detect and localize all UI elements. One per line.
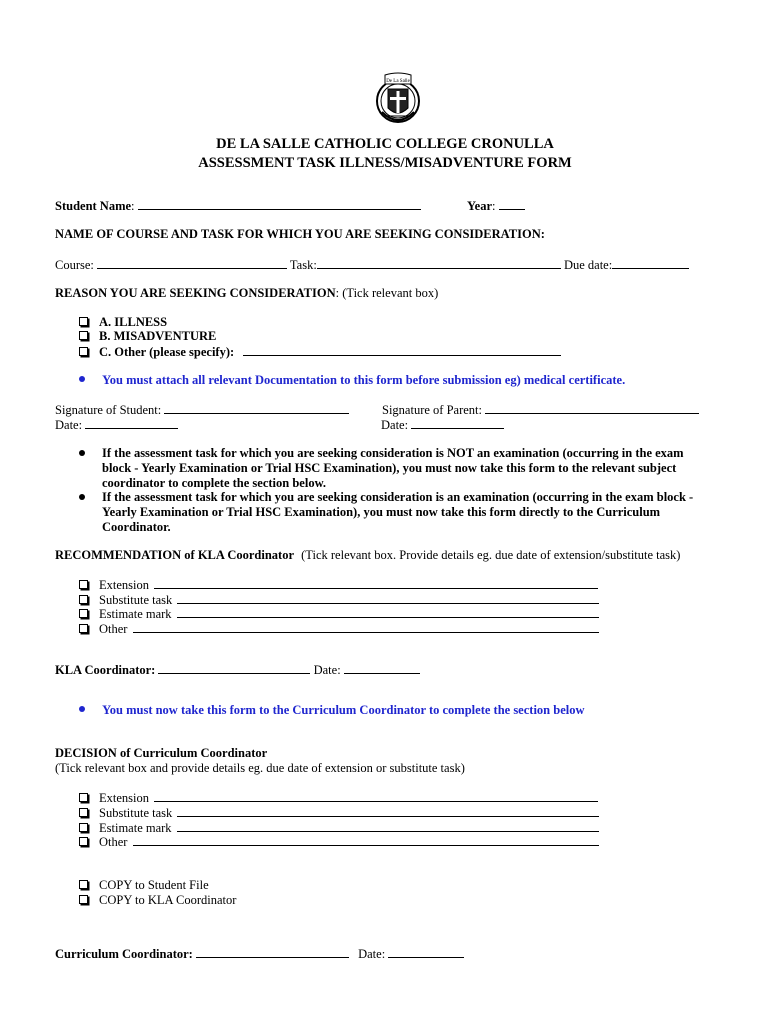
other-specify-field[interactable] xyxy=(243,344,561,356)
decision-option[interactable]: Estimate mark xyxy=(79,820,599,836)
copy-option[interactable]: COPY to KLA Coordinator xyxy=(79,893,236,908)
decision-option[interactable]: Substitute task xyxy=(79,805,599,821)
copy-option[interactable]: COPY to Student File xyxy=(79,878,209,893)
year-field[interactable] xyxy=(499,198,525,210)
year-row: Year: xyxy=(467,198,525,214)
checkbox-icon[interactable] xyxy=(79,347,88,356)
reason-option[interactable]: C. Other (please specify): xyxy=(79,344,561,360)
task-label: Task: xyxy=(289,258,317,272)
details-field[interactable] xyxy=(133,834,599,846)
task-field[interactable] xyxy=(317,257,561,269)
college-crest-icon xyxy=(375,72,421,130)
checkbox-icon[interactable] xyxy=(79,895,88,904)
parent-date-label: Date: xyxy=(381,418,409,432)
student-name-row: Student Name: xyxy=(55,198,421,214)
checkbox-icon[interactable] xyxy=(79,317,88,326)
student-date-row xyxy=(55,417,178,433)
details-field[interactable] xyxy=(154,577,598,589)
recommendation-option[interactable]: Substitute task xyxy=(79,592,599,608)
decision-hint: (Tick relevant box and provide details eg. due date of extension or substitute task) xyxy=(55,761,465,775)
reason-hint: : (Tick relevant box) xyxy=(335,286,439,300)
kla-date-label: Date: xyxy=(313,663,341,677)
details-field[interactable] xyxy=(177,805,599,817)
bullet-icon xyxy=(79,376,85,382)
curriculum-date-label: Date: xyxy=(358,947,386,961)
parent-date-row xyxy=(381,417,504,433)
reason-heading: REASON YOU ARE SEEKING CONSIDERATION xyxy=(55,286,336,300)
checkbox-icon[interactable] xyxy=(79,880,88,889)
parent-date-field[interactable] xyxy=(411,417,504,429)
recommendation-hint: (Tick relevant box. Provide details eg. due date of extension/substitute task) xyxy=(301,548,681,562)
bullet-icon xyxy=(79,447,85,462)
student-date-label: Date: xyxy=(55,418,83,432)
checkbox-icon[interactable] xyxy=(79,823,88,832)
student-signature-row xyxy=(55,402,349,418)
reason-option[interactable]: A. ILLNESS xyxy=(79,315,167,330)
recommendation-option[interactable]: Extension xyxy=(79,577,598,593)
curriculum-coordinator-row xyxy=(55,946,464,962)
details-field[interactable] xyxy=(177,592,599,604)
curriculum-date-field[interactable] xyxy=(388,946,464,958)
recommendation-option[interactable]: Estimate mark xyxy=(79,606,599,622)
curriculum-note: You must now take this form to the Curriculum Coordinator to complete the section below xyxy=(79,703,585,718)
college-crest xyxy=(375,72,421,130)
checkbox-icon[interactable] xyxy=(79,580,88,589)
checkbox-icon[interactable] xyxy=(79,624,88,633)
kla-coordinator-row xyxy=(55,662,420,678)
details-field[interactable] xyxy=(177,820,599,832)
course-heading: NAME OF COURSE AND TASK FOR WHICH YOU ARE SEEKING CONSIDERATION: xyxy=(55,227,545,241)
instruction-item: If the assessment task for which you are seeking consideration is an examination (occurring in the exam block - Yearly Examination or Trial HSC Examination), you must now take this form directly to the Curriculum Coordinator. xyxy=(102,490,694,534)
student-date-field[interactable] xyxy=(85,417,178,429)
checkbox-icon[interactable] xyxy=(79,595,88,604)
recommendation-heading: RECOMMENDATION of KLA Coordinator xyxy=(55,548,295,562)
college-title: DE LA SALLE CATHOLIC COLLEGE CRONULLA xyxy=(216,136,554,152)
student-name-label: Student Name xyxy=(55,199,132,213)
student-signature-field[interactable] xyxy=(164,402,349,414)
parent-signature-field[interactable] xyxy=(485,402,699,414)
details-field[interactable] xyxy=(133,621,599,633)
bullet-icon xyxy=(79,491,85,506)
curriculum-coordinator-field[interactable] xyxy=(196,946,349,958)
student-signature-label: Signature of Student: xyxy=(55,403,162,417)
reason-option[interactable]: B. MISADVENTURE xyxy=(79,329,216,344)
details-field[interactable] xyxy=(177,606,599,618)
year-label: Year xyxy=(467,199,492,213)
instruction-item: If the assessment task for which you are seeking consideration is NOT an examination (occurring in the exam block - Yearly Examination or Trial HSC Examination), you must now take this form to the relevant subject coordinator to complete the section below. xyxy=(102,446,684,490)
parent-signature-row xyxy=(382,402,699,418)
kla-coordinator-label: KLA Coordinator: xyxy=(55,663,156,677)
recommendation-heading-row xyxy=(55,548,680,563)
checkbox-icon[interactable] xyxy=(79,808,88,817)
recommendation-option[interactable]: Other xyxy=(79,621,599,637)
checkbox-icon[interactable] xyxy=(79,331,88,340)
course-label: Course: xyxy=(55,258,94,272)
details-field[interactable] xyxy=(154,790,598,802)
attach-note: You must attach all relevant Documentation to this form before submission eg) medical certificate. xyxy=(79,373,625,388)
kla-date-field[interactable] xyxy=(344,662,420,674)
decision-option[interactable]: Extension xyxy=(79,790,598,806)
due-date-label: Due date: xyxy=(563,258,613,272)
due-date-field[interactable] xyxy=(612,257,689,269)
reason-heading-row xyxy=(55,286,438,301)
decision-heading: DECISION of Curriculum Coordinator xyxy=(55,746,268,760)
course-field[interactable] xyxy=(97,257,287,269)
curriculum-coordinator-label: Curriculum Coordinator: xyxy=(55,947,193,961)
checkbox-icon[interactable] xyxy=(79,609,88,618)
checkbox-icon[interactable] xyxy=(79,837,88,846)
checkbox-icon[interactable] xyxy=(79,793,88,802)
decision-option[interactable]: Other xyxy=(79,834,599,850)
course-row xyxy=(55,257,689,273)
student-name-field[interactable] xyxy=(138,198,421,210)
parent-signature-label: Signature of Parent: xyxy=(382,403,482,417)
bullet-icon xyxy=(79,706,85,712)
kla-coordinator-field[interactable] xyxy=(158,662,310,674)
svg-text:De La Salle: De La Salle xyxy=(386,79,410,84)
form-title: ASSESSMENT TASK ILLNESS/MISADVENTURE FORM xyxy=(198,155,572,171)
